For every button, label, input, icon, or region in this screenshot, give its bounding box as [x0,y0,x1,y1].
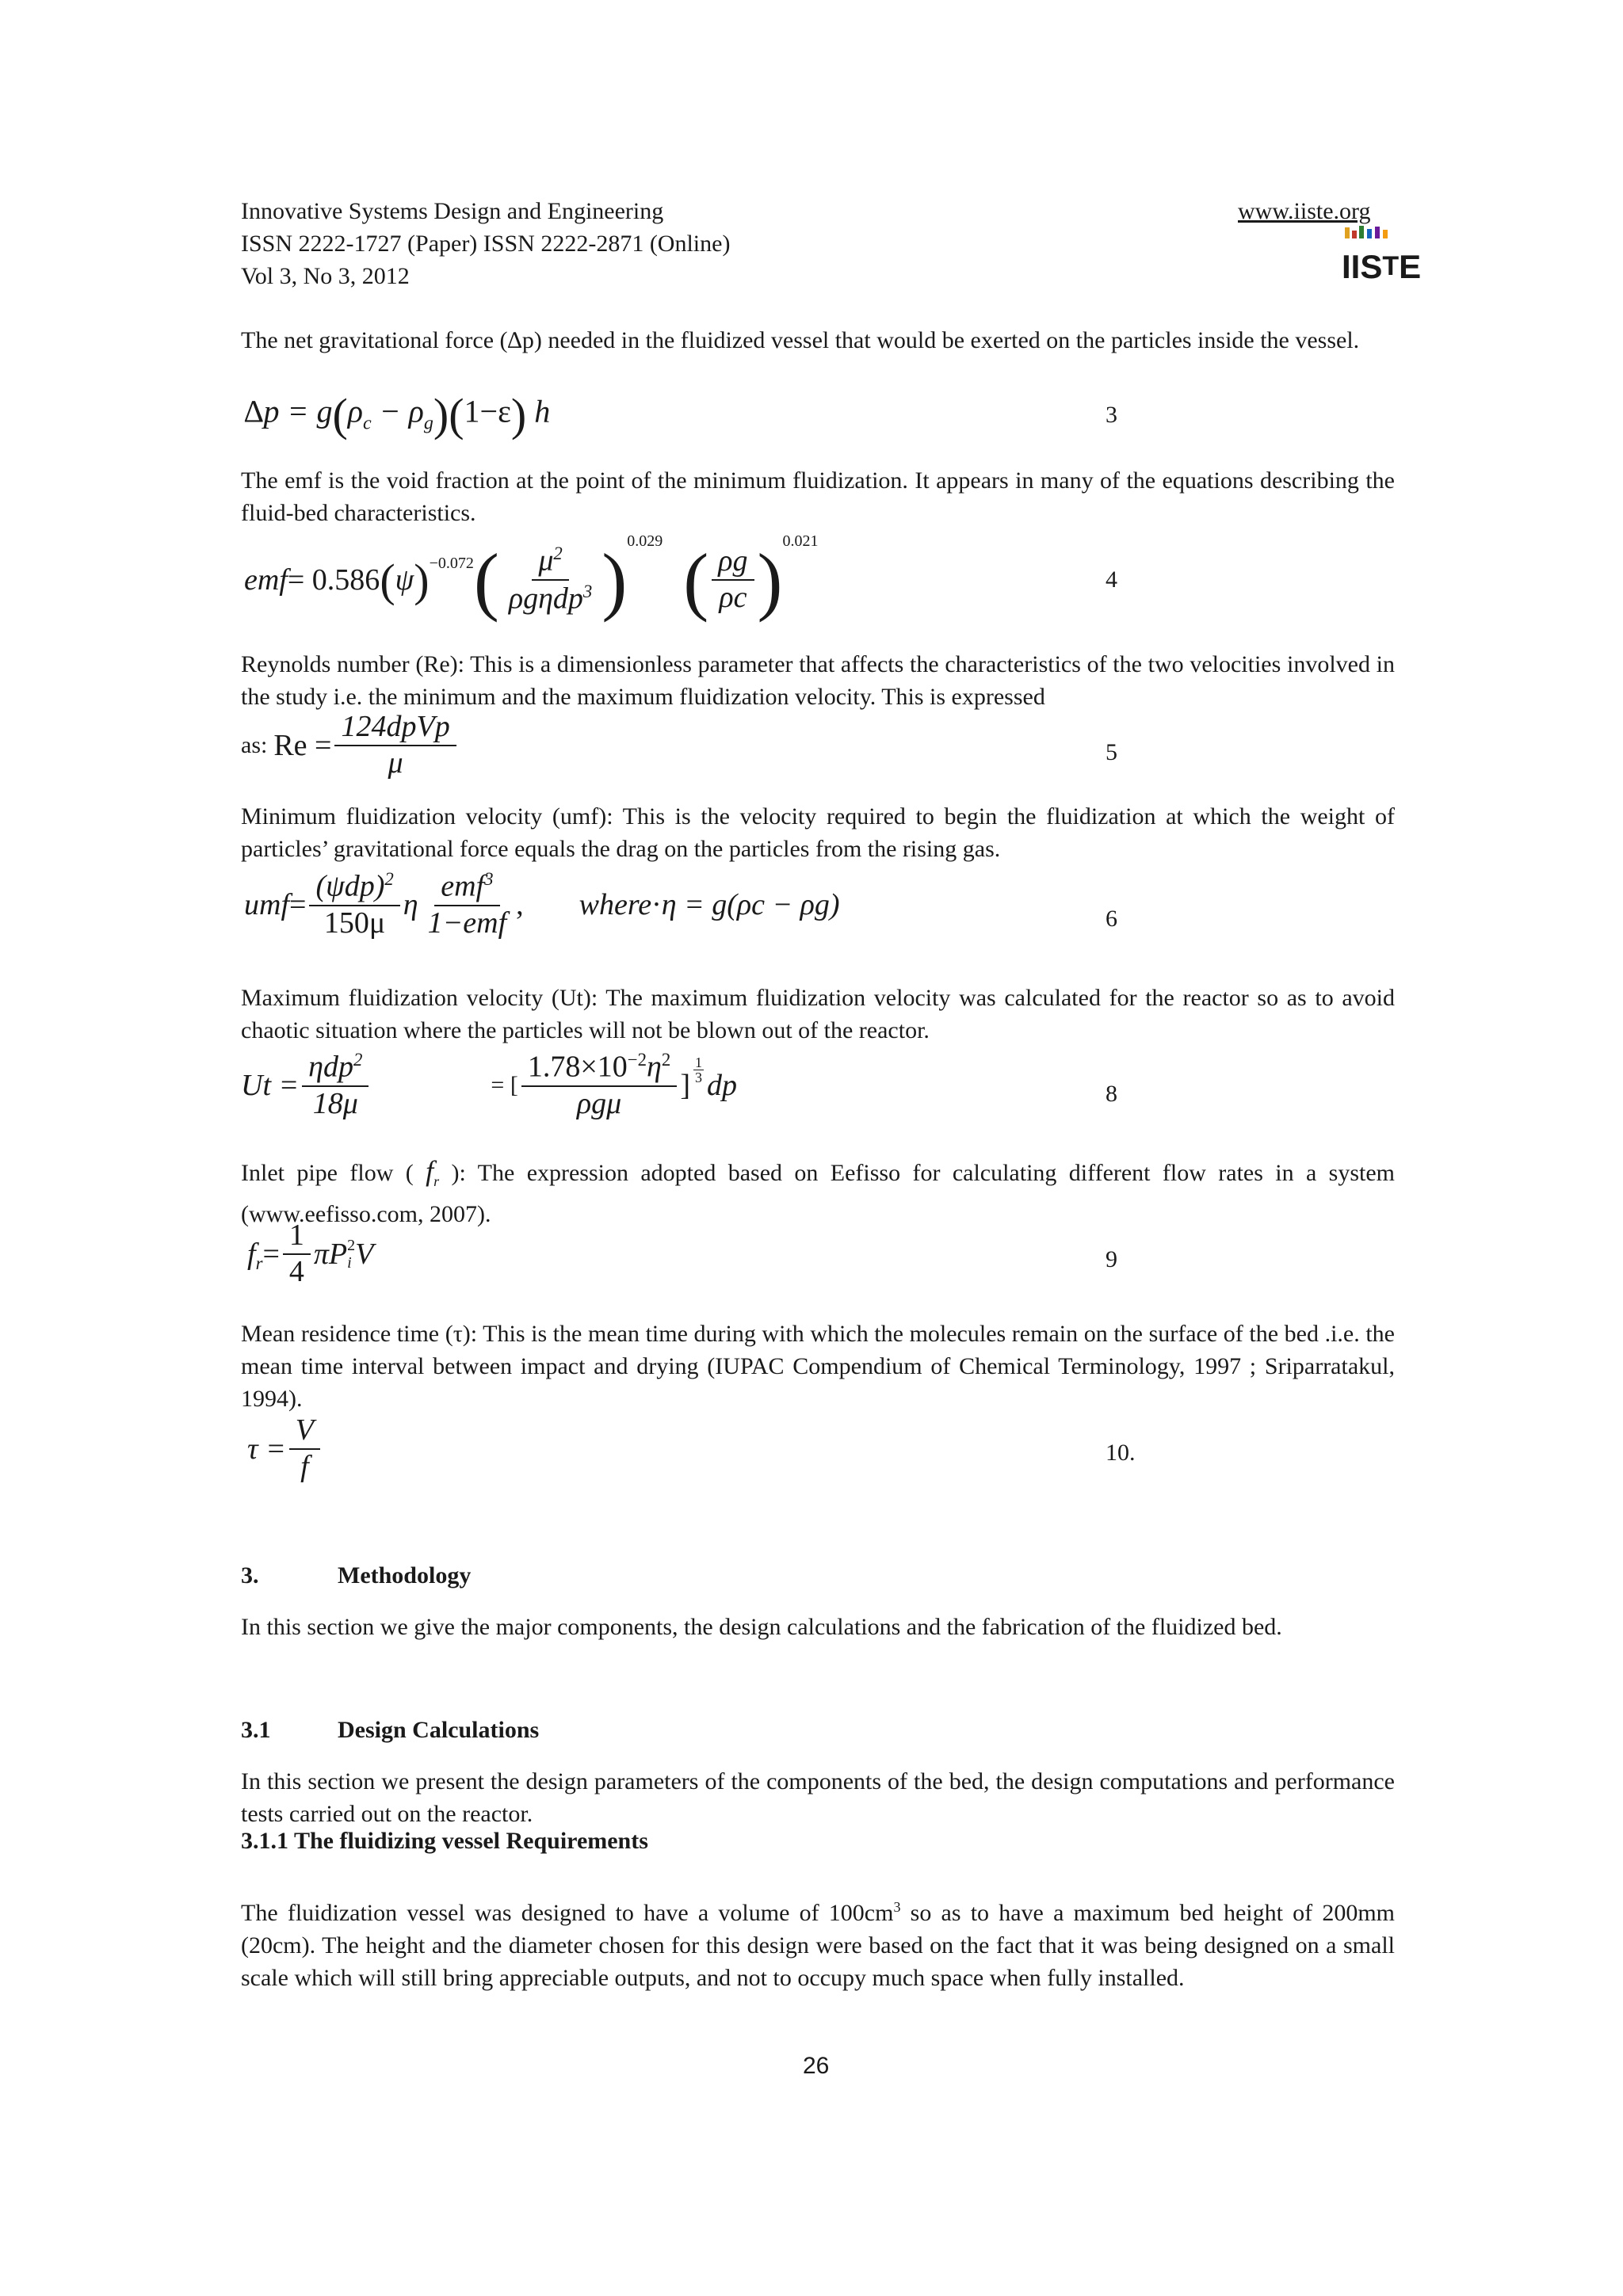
eq3-eps: 1−ε [464,393,511,429]
eq9-rhs: πP [313,1237,348,1271]
eq6-den2: 1−emf [427,906,507,940]
equation-10 [247,1415,323,1483]
eq6-num1-sup: 2 [384,869,394,889]
equation-number-4: 4 [1106,566,1117,593]
eq6-where-eq: η = g(ρc − ρg) [661,887,840,921]
eq3-lhs: ∆p = g [244,393,333,429]
paragraph-ut: Maximum fluidization velocity (Ut): The maximum fluidization velocity was calculated for the reactor so as to avoid chaotic situation where the particles will not be blown out of the reactor. [241,985,1395,1043]
eq8-close: ] [680,1068,690,1102]
eq6-num2: emf [441,869,485,903]
paragraph-fluidization-vessel [241,1891,1395,1994]
eq3-sub-g: g [423,413,433,434]
eq4-frac1 [502,544,599,615]
equation-9 [247,1220,373,1288]
section-3-number: 3. [241,1562,259,1589]
inline-fr: f [426,1155,434,1187]
equation-number-8: 8 [1106,1081,1117,1107]
eq8-eq2: = [ [491,1071,518,1098]
website-link[interactable]: www.iiste.org [1238,198,1371,224]
eq4-eq: = 0.586 [287,563,380,597]
paragraph-methodology: In this section we give the major components, the design calculations and the fabrication of the fluidized bed. [241,1614,1282,1640]
eq4-lhs: emf [244,563,288,597]
eq5-den: μ [388,746,403,780]
eq4-exp1: −0.072 [429,555,474,572]
equation-5 [241,711,460,780]
eq6-den1: 150μ [323,906,386,940]
eq6-lhs: umf [244,887,289,921]
page-number: 26 [803,2053,830,2079]
p10-a: The fluidization vessel was designed to have a volume of 100cm [241,1900,894,1926]
paragraph-design-calculations: In this section we present the design parameters of the components of the bed, the design computations and performance tests carried out on the reactor. [241,1768,1395,1827]
eq9-eq: = [262,1237,280,1271]
eq4-psi: ψ [395,563,414,597]
equation-8 [241,1051,737,1119]
eq9-lhs-sub: r [255,1253,263,1273]
journal-title: Innovative Systems Design and Engineering [241,198,664,224]
eq8-num1: ηdp [308,1050,354,1084]
p6-suffix: ): The expression adopted based on Eefisso for calculating different flow rates in a system (www.eefisso.com, 2007). [241,1160,1395,1227]
eq6-num1: (ψdp) [315,869,385,903]
equation-4: emf = 0.586 ( ψ ) $^{-0.072}$ ( $\frac{\mu^2}{\rho g\eta dp^3}$ ) $^{0.029}$ ( $\frac{\rho g}{\rho c}$ ) $^{0.021}$ [244,532,819,623]
eq10-num: V [289,1415,320,1450]
equation-number-5: 5 [1106,739,1117,765]
iiste-logo [1340,226,1422,285]
eq6-frac2 [422,870,514,939]
eq4-den1-sup: 3 [582,582,593,601]
eq4-exp2: 0.029 [627,532,663,550]
svg-text:IISTE: IISTE [1342,248,1422,285]
eq10-frac [289,1415,320,1483]
eq6-comma: , [516,887,524,921]
eq8-num2-eta: η [647,1050,662,1084]
section-3-1-1-title: 3.1.1 The fluidizing vessel Requirements [241,1828,648,1854]
eq5-num: 124dpVp [334,711,456,746]
eq6-num2-sup: 3 [484,869,494,889]
equation-number-10: 10. [1106,1440,1136,1466]
eq6-eq: = [289,887,307,921]
eq6-eta: η [403,887,418,921]
eq8-num2: 1.78×10 [527,1050,628,1084]
journal-issn: ISSN 2222-1727 (Paper) ISSN 2222-2871 (Online) [241,231,731,257]
equation-number-6: 6 [1106,906,1117,932]
eq8-num2-sup: −2 [627,1050,647,1070]
equation-number-9: 9 [1106,1246,1117,1272]
eq4-num1-sup: 2 [553,543,563,564]
section-3-1-number: 3.1 [241,1717,271,1743]
eq9-v: V [355,1237,374,1271]
equation-number-3: 3 [1106,402,1117,428]
paragraph-gravitational-force: The net gravitational force (∆p) needed in the fluidized vessel that would be exerted on the particles inside the vessel. [241,327,1360,353]
eq8-num2-sup2: 2 [661,1050,671,1070]
eq8-exponent [693,1055,704,1085]
eq9-den: 4 [288,1254,304,1288]
eq8-exp-den: 3 [694,1070,702,1085]
equation-6: umf = $\frac{(\psi dp)^2}{150\mu}$ η $\frac{emf^3}{\text{1−emf}}$ , where · η = g(ρc − ρg) [244,869,840,940]
eq8-den2: ρgμ [576,1086,622,1120]
eq8-dp: dp [706,1068,737,1102]
eq8-frac2 [521,1051,677,1119]
section-3-1-title: Design Calculations [338,1717,540,1743]
eq9-rhs-sup: 2 [347,1236,356,1254]
eq9-rhs-sub: i [347,1253,352,1272]
eq5-frac [334,711,456,780]
eq6-frac1 [309,870,399,939]
paragraph-reynolds: Reynolds number (Re): This is a dimensionless parameter that affects the characteristics of the two velocities involved in the study i.e. the minimum and the maximum fluidization velocity. This is expressed [241,651,1395,710]
eq10-den: f [300,1449,309,1483]
eq9-frac [283,1220,311,1288]
eq8-exp-num: 1 [694,1055,702,1070]
paragraph-residence-time: Mean residence time (τ): This is the mean time during with which the molecules remain on the surface of the bed .i.e. the mean time interval between impact and drying (IUPAC Compendium of Chemical Terminology, 1997 ; Sriparratakul, 1994). [241,1321,1395,1412]
eq4-den2: ρc [719,581,747,614]
section-3-title: Methodology [338,1562,472,1589]
p6-prefix: Inlet pipe flow ( [241,1160,414,1186]
eq4-num2: ρg [712,546,754,581]
journal-volume: Vol 3, No 3, 2012 [241,263,410,289]
eq8-den1: 18μ [312,1086,358,1120]
eq6-where: where [579,887,652,921]
eq4-exp3: 0.021 [782,532,819,550]
eq5-as: as: [241,731,268,758]
eq4-den1: ρgηdp [508,582,583,616]
paragraph-emf: The emf is the void fraction at the point of the minimum fluidization. It appears in many of the equations describing the fluid-bed characteristics. [241,467,1395,526]
paragraph-inlet-flow [241,1155,1395,1230]
eq3-h: h [534,393,551,429]
p10-sup: 3 [893,1899,901,1915]
paragraph-umf: Minimum fluidization velocity (umf): This is the velocity required to begin the fluidization at which the weight of particles’ gravitational force equals the drag on the particles from the rising gas. [241,803,1395,862]
p10-b: so as to have a maximum bed height of 200mm (20cm). The height and the diameter chosen for this design were based on the fact that it was being designed on a small scale which will still bring appreciable outputs, and not to occupy much space when fully installed. [241,1900,1396,1991]
eq9-lhs: f [247,1237,256,1271]
eq3-rho: ρ [347,393,363,429]
equation-3: $\Delta p = g(\rho_c - \rho_g)(1-\varepsilon)$ h [244,389,551,441]
eq3-sub-c: c [363,413,372,434]
eq3-minus: − ρ [371,393,424,429]
eq4-frac2 [712,546,754,614]
eq8-frac1 [302,1051,369,1119]
eq10-lhs: τ = [247,1432,286,1466]
eq4-num1: μ [538,544,554,578]
eq9-num: 1 [283,1220,311,1255]
eq8-num1-sup: 2 [353,1050,363,1070]
eq8-lhs: Ut = [241,1068,300,1102]
eq5-lhs: Re = [273,728,332,762]
inline-fr-sub: r [433,1173,440,1189]
